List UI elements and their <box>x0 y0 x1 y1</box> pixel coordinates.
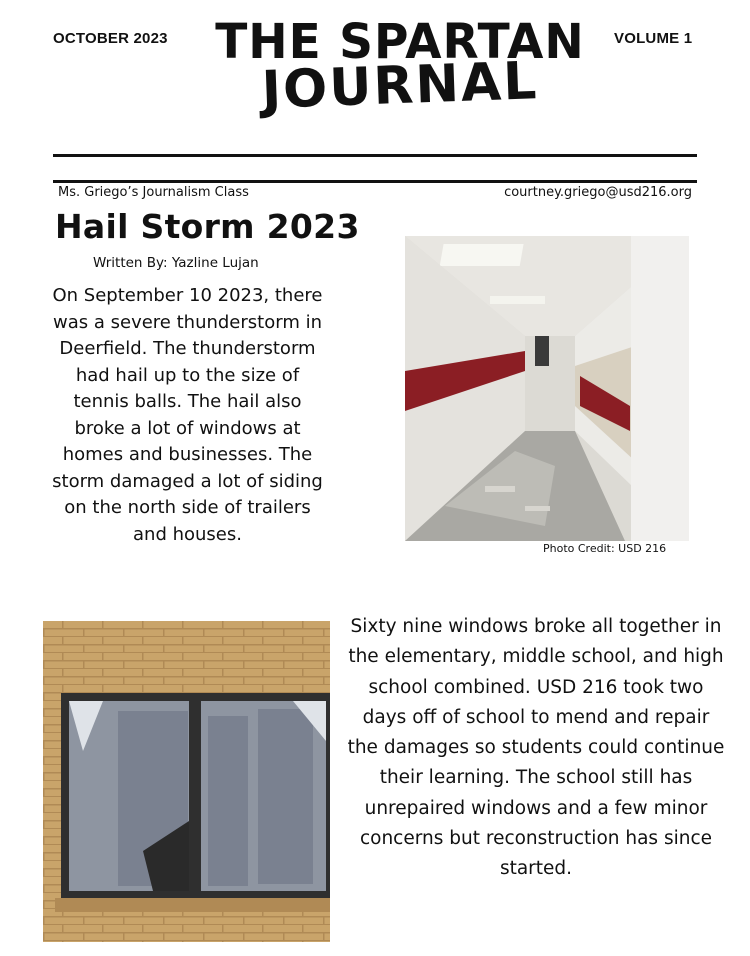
broken-window-photo <box>43 621 330 942</box>
masthead-logo <box>200 14 600 121</box>
article-byline: Written By: Yazline Lujan <box>93 255 259 271</box>
header-divider-top <box>53 154 697 157</box>
masthead-line-2: JOURNAL <box>260 51 540 121</box>
article-headline: Hail Storm 2023 <box>55 207 360 246</box>
photo-credit: Photo Credit: USD 216 <box>543 542 667 555</box>
masthead-line-1: THE SPARTAN <box>215 14 585 70</box>
class-name: Ms. Griego’s Journalism Class <box>58 185 249 200</box>
issue-date: OCTOBER 2023 <box>53 30 168 47</box>
volume-number: VOLUME 1 <box>614 30 693 47</box>
hallway-photo <box>405 236 689 541</box>
article-paragraph-2: Sixty nine windows broke all together in the elementary, middle school, and high school combined. USD 216 took two days off of school to mend and repair the damages so students could continue their learning. The school still has unrepaired windows and a few minor concerns but reconstruction has since started. <box>347 616 725 880</box>
header-divider-bottom <box>53 180 697 183</box>
window-photo-illustration <box>43 621 330 942</box>
article-paragraph-1: On September 10 2023, there was a severe thunderstorm in Deerfield. The thunderstorm had hail up to the size of tennis balls. The hail also broke a lot of windows at homes and businesses. The storm damaged a lot of siding on the north side of trailers and houses. <box>52 285 323 545</box>
hallway-photo-illustration <box>405 236 689 541</box>
contact-email[interactable]: courtney.griego@usd216.org <box>504 185 692 200</box>
